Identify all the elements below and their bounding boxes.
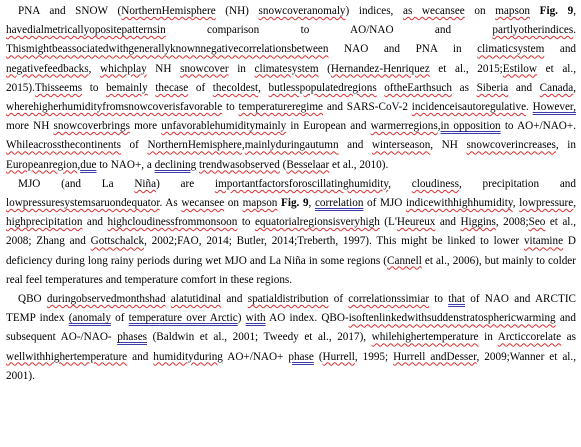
text-run: of <box>110 312 129 325</box>
grammar-flagged-text: temperature over Arctic <box>128 312 238 325</box>
spelling-flagged-text: Whileacrossthecontinents <box>6 139 121 152</box>
spelling-flagged-text: equatorialregionsisveryhigh <box>254 216 380 229</box>
text-run: , 2008; <box>495 216 529 229</box>
text-run: and <box>127 350 154 363</box>
text-run: et al., 2015). <box>6 62 576 94</box>
spelling-flagged-text: temperatureregime <box>238 101 324 114</box>
spelling-flagged-text: Thismightbeassociatedwithgenerallyknownnegativecorrelationsbetween <box>6 43 329 56</box>
spelling-flagged-text: climatesystem <box>254 62 319 75</box>
spelling-flagged-text: warmerregions <box>370 120 438 133</box>
text-run: ) are <box>156 177 215 190</box>
text-run: AO+/NAO+ <box>222 350 289 363</box>
spelling-flagged-text: Higgins <box>460 216 496 229</box>
grammar-flagged-text: (anomaly <box>68 312 111 325</box>
grammar-flagged-text: in opposition <box>440 120 501 133</box>
spelling-flagged-text: trendwasobserved <box>199 158 280 171</box>
spelling-flagged-text: snowcoverbrings <box>53 120 130 133</box>
text-run: more <box>129 120 162 133</box>
grammar-flagged-text: with <box>245 312 266 325</box>
spelling-flagged-text: Arcticcorelate <box>497 331 562 344</box>
text-run: , <box>573 197 577 210</box>
spelling-flagged-text: wellwithhighertemperature <box>6 350 128 363</box>
text-run: NAO and PNA in <box>328 43 478 56</box>
text-run: . <box>526 101 533 114</box>
text-run: of <box>328 293 349 306</box>
spelling-flagged-text: whilehighertemperature <box>371 331 479 344</box>
text-run: ( <box>279 158 287 171</box>
spelling-flagged-text: spatialdistribution <box>247 293 329 306</box>
paragraph-mjo <box>6 175 576 290</box>
spelling-flagged-text: mapson <box>242 197 278 210</box>
text-run: (L' <box>379 216 397 229</box>
text-run: of NAO and ARCTIC TEMP index <box>6 293 577 325</box>
spelling-flagged-text: lowpressure <box>519 197 574 210</box>
spelling-flagged-text: duringobservedmonthshad <box>46 293 166 306</box>
spelling-flagged-text: thecoldest <box>212 81 259 94</box>
text-run: et al., 2010). <box>329 158 389 171</box>
spelling-flagged-text: highcloudinessfrommonsoon <box>107 216 238 229</box>
spelling-flagged-text: alatutidinal <box>170 293 222 306</box>
text-run: to <box>82 81 107 94</box>
text-run: , <box>437 120 441 133</box>
text-run: in European and <box>286 120 371 133</box>
spelling-flagged-text: correlationssimiar <box>348 293 430 306</box>
text-run: to <box>222 101 239 114</box>
text-run: . <box>573 24 576 37</box>
spelling-flagged-text: Seo <box>528 216 546 229</box>
spelling-flagged-text: importantfactorsforoscillatinghumidity <box>214 177 389 190</box>
spelling-flagged-text: Europeanregion <box>6 158 78 171</box>
text-run: to <box>237 216 255 229</box>
spelling-flagged-text: mainlyduringautumn <box>244 139 339 152</box>
text-run: as <box>561 331 576 344</box>
spelling-flagged-text: bemainly <box>106 81 148 94</box>
text-run: and subsequent AO-/NAO- <box>6 312 576 344</box>
grammar-flagged-text: declining <box>154 158 197 171</box>
text-run: in <box>478 331 498 344</box>
figure-reference: Fig. 9 <box>539 5 574 17</box>
grammar-flagged-text: However, <box>532 101 577 114</box>
text-run: , <box>573 81 576 94</box>
spelling-flagged-text: winterseason <box>371 139 431 152</box>
text-run: , <box>308 197 315 210</box>
text-run: in <box>228 62 255 75</box>
text-run: of MJO <box>363 197 406 210</box>
text-run: , <box>241 139 245 152</box>
text-run: AO index. QBO- <box>265 312 349 325</box>
spelling-flagged-text: humidityduring <box>153 350 223 363</box>
spelling-flagged-text: incidenceisautoregulative <box>411 101 527 114</box>
text-run: and <box>435 216 461 229</box>
spelling-flagged-text: NorthernHemisphere <box>121 5 216 17</box>
paragraph-pna-snow <box>6 2 576 175</box>
spelling-flagged-text: Niña <box>134 177 157 190</box>
spelling-flagged-text: Hurrell <box>322 350 355 363</box>
text-run: et al., 2006), but mainly to colder real feel temperatures and temperature comfort in these regions. <box>6 254 576 286</box>
paragraph-qbo <box>6 290 576 386</box>
text-run: to AO+/NAO+. <box>500 120 576 133</box>
spelling-flagged-text: negativefeedbacks <box>6 62 89 75</box>
grammar-flagged-text: phases <box>117 331 148 344</box>
spelling-flagged-text: NorthernHemisphere <box>147 139 242 152</box>
spelling-flagged-text: isoftenlinkedwithsuddenstratosphericwarming <box>348 312 556 325</box>
grammar-flagged-text: correlation <box>314 197 364 210</box>
text-run: QBO <box>18 293 47 306</box>
spelling-flagged-text: Thisseems <box>34 81 83 94</box>
text-run: and <box>508 81 540 94</box>
spelling-flagged-text: Heureux <box>396 216 436 229</box>
text-run: ( <box>318 62 331 75</box>
text-run: , 2002;FAO, 2014; Butler, 2014;Treberth, 1997). This might be linked to lower <box>144 235 524 248</box>
text-run: NH <box>146 62 181 75</box>
text-run: ) indices, <box>345 5 403 17</box>
grammar-flagged-text: phase <box>288 350 314 363</box>
spelling-flagged-text: as wecansee <box>402 5 465 17</box>
spelling-flagged-text: unfavorablehumiditymainly <box>161 120 287 133</box>
spelling-flagged-text: wherehigherhumidityfromsnowcoverisfavorable <box>6 101 223 114</box>
text-run: to <box>429 293 449 306</box>
text-run: comparison to AO/NAO and <box>165 24 493 37</box>
text-run: ) <box>237 312 246 325</box>
text-run: , 2009;Wanner et al., 2001). <box>6 350 576 382</box>
spelling-flagged-text: Gottschalck <box>90 235 145 248</box>
text-run: and <box>221 293 248 306</box>
text-run: , <box>388 177 412 190</box>
spelling-flagged-text: wecansee <box>181 197 225 210</box>
text-run: and <box>82 216 108 229</box>
spelling-flagged-text: butlesspopulatedregions <box>268 81 377 94</box>
spelling-flagged-text: cloudiness <box>411 177 459 190</box>
text-run: of <box>120 139 148 152</box>
spelling-flagged-text: Siberia <box>476 81 509 94</box>
text-run: , <box>88 62 101 75</box>
spelling-flagged-text: climaticsystem <box>477 43 545 56</box>
text-run: , 1995; <box>354 350 394 363</box>
spelling-flagged-text: Estilow <box>502 62 537 75</box>
spelling-flagged-text: partlyotherindices <box>492 24 574 37</box>
text-run: of <box>188 81 213 94</box>
spelling-flagged-text: highprecipitation <box>6 216 83 229</box>
text-run: MJO (and La <box>18 177 135 190</box>
spelling-flagged-text: snowcover <box>180 62 229 75</box>
spelling-flagged-text: mapson <box>495 5 531 17</box>
spelling-flagged-text: vitamine <box>523 235 564 248</box>
spelling-flagged-text: oftheEarthsuch <box>384 81 453 94</box>
text-run: , <box>573 5 576 17</box>
spelling-flagged-text: havedialmetricallyopositepatternsin <box>6 24 166 37</box>
text-run: , NH <box>430 139 467 152</box>
text-run <box>530 5 540 17</box>
spelling-flagged-text: Hurrell andDesser <box>393 350 477 363</box>
text-run: on <box>464 5 496 17</box>
text-run: more NH <box>6 120 54 133</box>
text-run: to NAO+, a <box>96 158 155 171</box>
spelling-flagged-text: Canada <box>539 81 574 94</box>
spelling-flagged-text: Hernandez-Henriquez <box>330 62 430 75</box>
text-run: et al., 2015; <box>429 62 503 75</box>
text-run: (NH) <box>215 5 259 17</box>
text-run: on <box>224 197 243 210</box>
spelling-flagged-text: lowpressuresystemsaruondequator <box>6 197 160 210</box>
spelling-flagged-text: snowcoveranomaly <box>258 5 346 17</box>
spelling-flagged-text: indicewithhighhumidity <box>405 197 513 210</box>
figure-reference: Fig. 9 <box>281 197 309 210</box>
text-run: , in <box>555 139 576 152</box>
text-run: (Baldwin et al., 2001; Tweedy et al., 2017), <box>147 331 372 344</box>
text-run: and <box>338 139 372 152</box>
text-run: as <box>452 81 477 94</box>
text-run: , <box>77 158 81 171</box>
text-run: D deficiency during long rainy periods during wet MJO and La Niña in some regions ( <box>6 235 576 267</box>
text-run: et al., 2008; Zhang and <box>6 216 576 248</box>
text-run: PNA and SNOW ( <box>18 5 122 17</box>
spelling-flagged-text: thecase <box>155 81 189 94</box>
text-run: and SARS-CoV-2 <box>323 101 412 114</box>
grammar-flagged-text: due <box>80 158 97 171</box>
grammar-flagged-text: that <box>448 293 465 306</box>
text-run: , <box>512 197 520 210</box>
text-run: and <box>544 43 577 56</box>
text-run: , precipitation and <box>459 177 576 190</box>
text-run: . As <box>159 197 182 210</box>
spelling-flagged-text: whichplay <box>100 62 147 75</box>
text-run: ( <box>313 350 323 363</box>
text-run: , <box>258 81 269 94</box>
spelling-flagged-text: snowcoverincreases <box>466 139 556 152</box>
spelling-flagged-text: Besselaar <box>286 158 330 171</box>
spelling-flagged-text: Cannell <box>387 254 422 267</box>
